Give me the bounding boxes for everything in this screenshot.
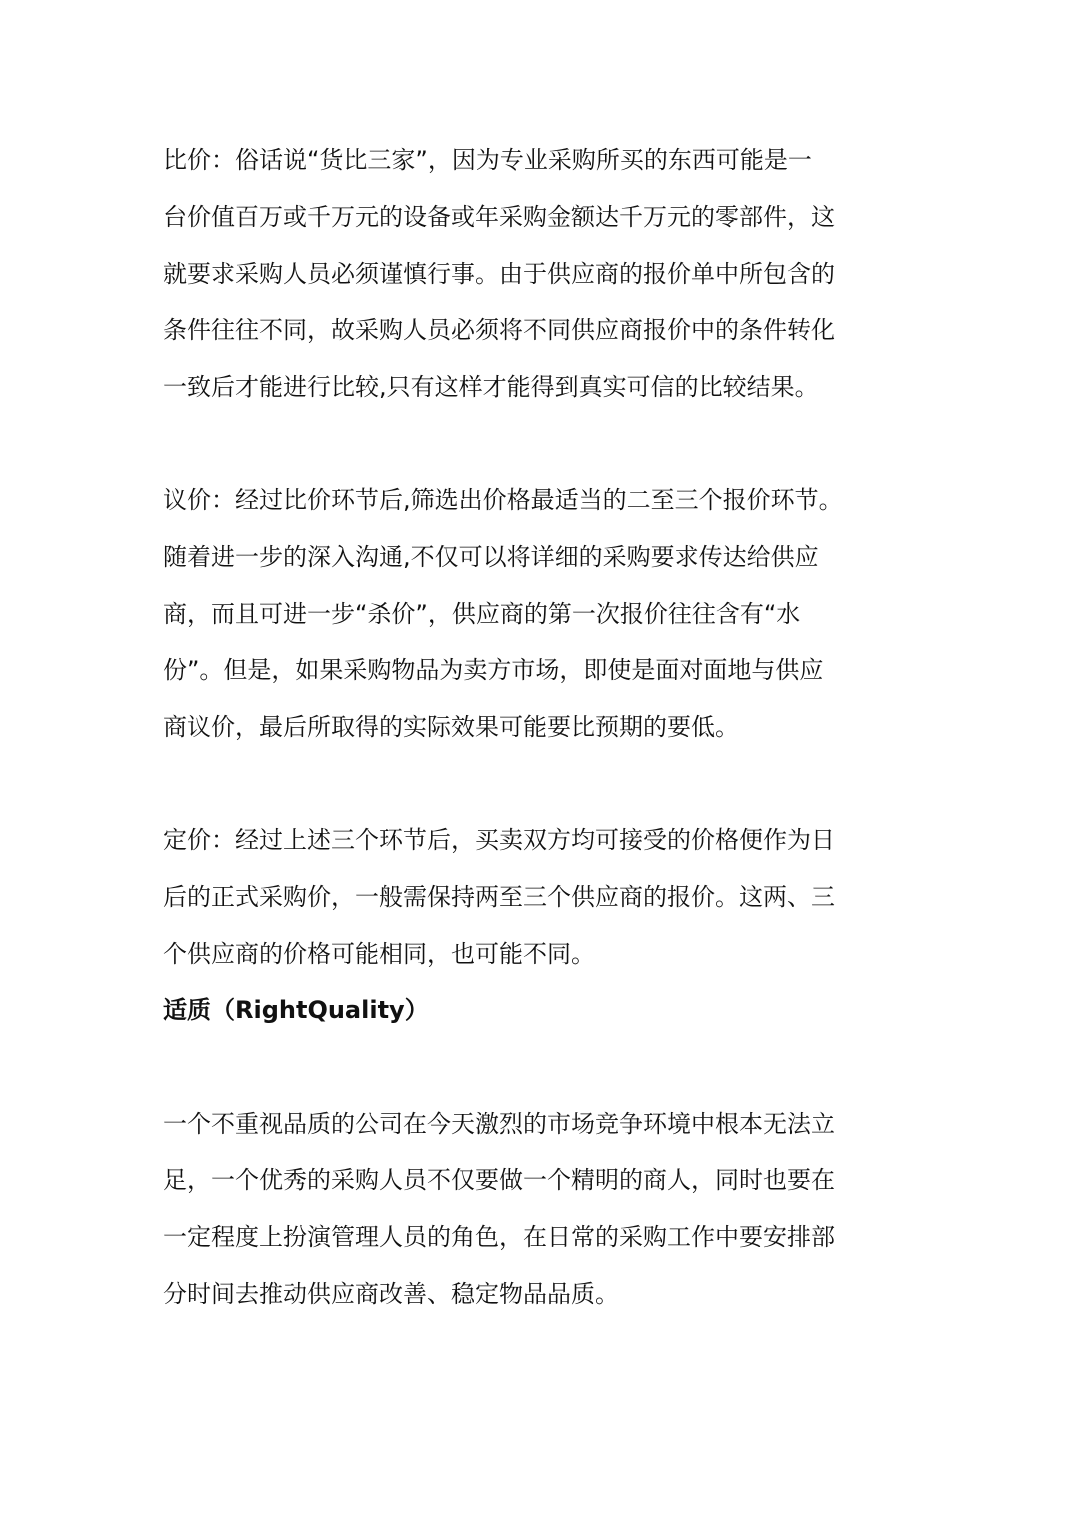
paragraph-quality-line-2: 足，一个优秀的采购人员不仅要做一个精明的商人，同时也要在 (163, 1166, 835, 1194)
paragraph-bijia-line-5: 一致后才能进行比较,只有这样才能得到真实可信的比较结果。 (163, 373, 819, 401)
paragraph-dingjia-line-1: 定价：经过上述三个环节后，买卖双方均可接受的价格便作为日 (163, 826, 835, 854)
paragraph-bijia-line-1: 比价：俗话说“货比三家”，因为专业采购所买的东西可能是一 (163, 146, 812, 174)
section-heading-right-quality: 适质（RightQuality） (163, 996, 429, 1024)
paragraph-quality-line-3: 一定程度上扮演管理人员的角色，在日常的采购工作中要安排部 (163, 1223, 835, 1251)
paragraph-yijia-line-2: 随着进一步的深入沟通,不仅可以将详细的采购要求传达给供应 (163, 543, 819, 571)
paragraph-dingjia-line-2: 后的正式采购价，一般需保持两至三个供应商的报价。这两、三 (163, 883, 835, 911)
paragraph-bijia-line-3: 就要求采购人员必须谨慎行事。由于供应商的报价单中所包含的 (163, 260, 835, 288)
paragraph-bijia-line-4: 条件往往不同，故采购人员必须将不同供应商报价中的条件转化 (163, 316, 835, 344)
paragraph-bijia-line-2: 台价值百万或千万元的设备或年采购金额达千万元的零部件，这 (163, 203, 835, 231)
paragraph-yijia-line-3: 商，而且可进一步“杀价”，供应商的第一次报价往往含有“水 (163, 600, 801, 628)
paragraph-yijia-line-4: 份”。但是，如果采购物品为卖方市场，即使是面对面地与供应 (163, 656, 824, 684)
paragraph-quality-line-1: 一个不重视品质的公司在今天激烈的市场竞争环境中根本无法立 (163, 1110, 835, 1138)
paragraph-dingjia-line-3: 个供应商的价格可能相同，也可能不同。 (163, 940, 595, 968)
paragraph-quality-line-4: 分时间去推动供应商改善、稳定物品品质。 (163, 1280, 619, 1308)
paragraph-yijia-line-5: 商议价，最后所取得的实际效果可能要比预期的要低。 (163, 713, 739, 741)
paragraph-yijia-line-1: 议价：经过比价环节后,筛选出价格最适当的二至三个报价环节。 (163, 486, 843, 514)
